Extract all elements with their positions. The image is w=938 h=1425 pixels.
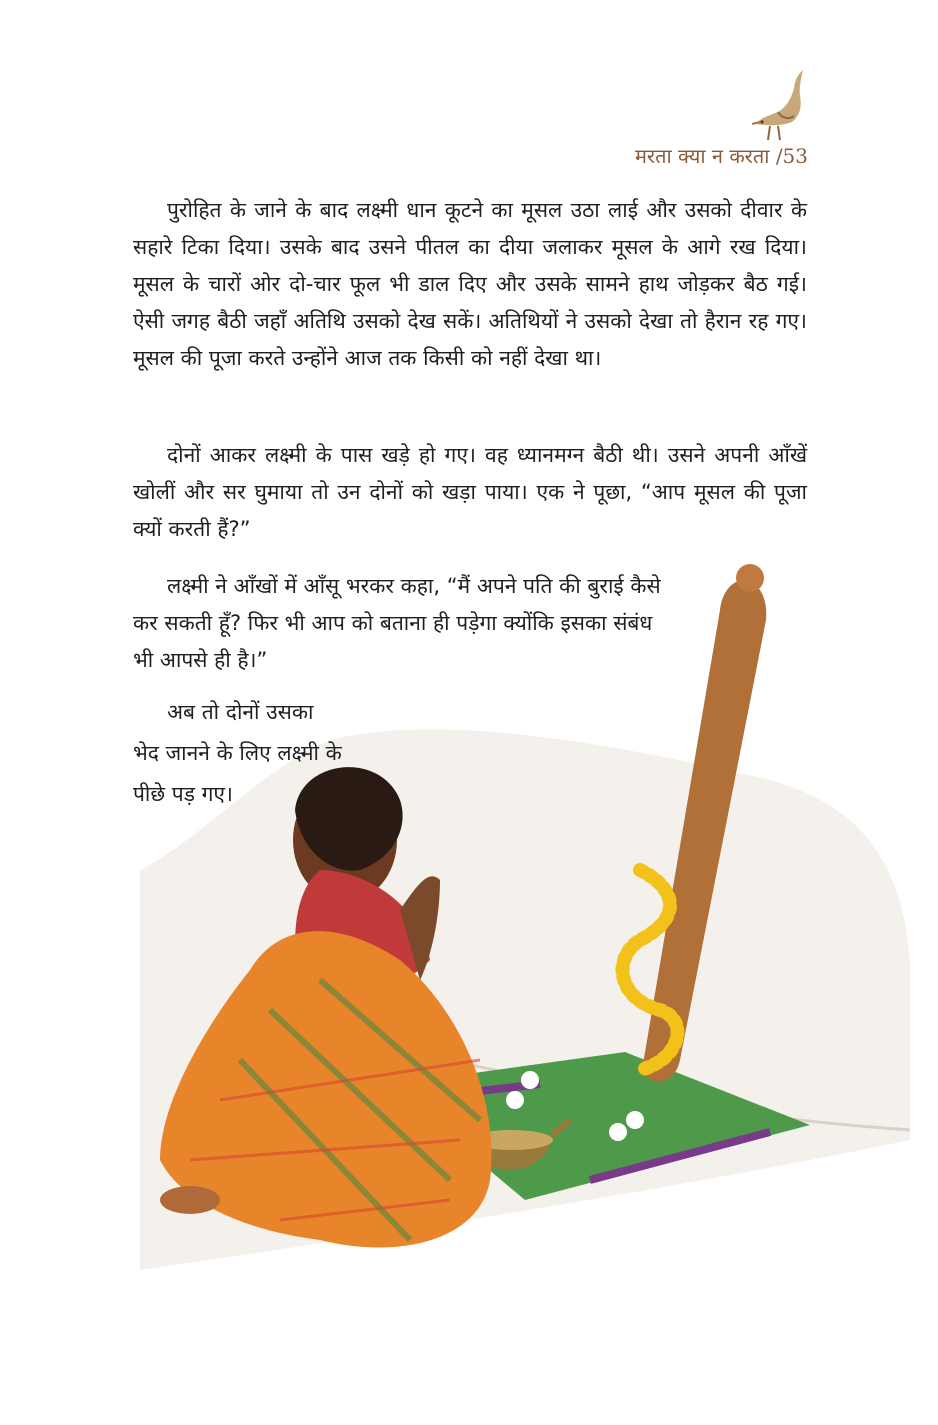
running-header — [635, 142, 808, 169]
paragraph-4: अब तो दोनों उसका भेद जानने के लिए लक्ष्मी के पीछे पड़ गए। — [133, 700, 342, 806]
paragraph-2: दोनों आकर लक्ष्मी के पास खड़े हो गए। वह ध्यानमग्न बैठी थी। उसने अपनी आँखें खोलीं और सर घुमाया तो उन दोनों को खड़ा पाया। एक ने पूछा, “आप मूसल की पूजा क्यों करती हैं?” — [133, 443, 807, 541]
paragraph-3: लक्ष्मी ने आँखों में आँसू भरकर कहा, “मैं अपने पति की बुराई कैसे कर सकती हूँ? फिर भी आप को बताना ही पड़ेगा क्योंकि इसका संबंध भी आपसे ही है।” — [133, 574, 661, 672]
bird-icon — [748, 66, 808, 146]
header-title: मरता क्या न करता — [634, 144, 770, 168]
paragraph-1: पुरोहित के जाने के बाद लक्ष्मी धान कूटने का मूसल उठा लाई और उसको दीवार के सहारे टिका दिया। उसके बाद उसने पीतल का दीया जलाकर मूसल के आगे रख दिया। मूसल के चारों ओर दो-चार फूल भी डाल दिए और उसके सामने हाथ जोड़कर बैठ गई। ऐसी जगह बैठी जहाँ अतिथि उसको देख सकें। अतिथियों ने उसको देखा तो हैरान रह गए। मूसल की पूजा करते उन्होंने आज तक किसी को नहीं देखा था। — [133, 198, 807, 370]
page-number: /53 — [775, 144, 808, 168]
